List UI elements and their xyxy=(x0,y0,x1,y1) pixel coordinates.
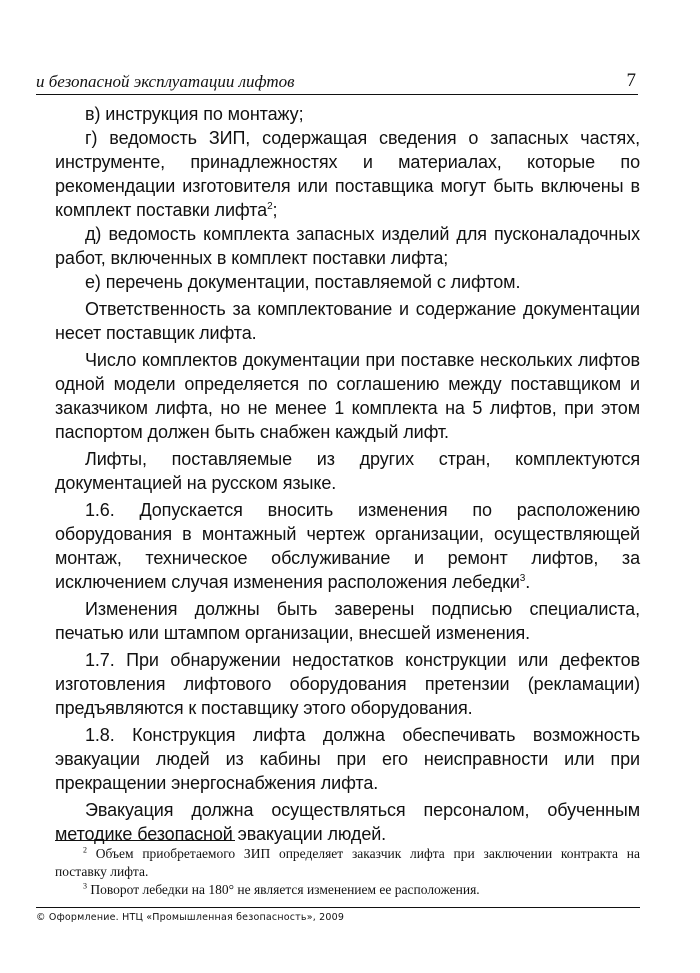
footnote-text: Объем приобретаемого ЗИП определяет заказчик лифта при заключении контракта на поставку лифта. xyxy=(55,846,640,879)
paragraph-end: ; xyxy=(272,200,278,220)
footnote-mark: 2 xyxy=(83,845,87,855)
paragraph-doc-sets: Число комплектов документации при поставке нескольких лифтов одной модели определяется по соглашению между поставщиком и заказчиком лифта, но не менее 1 комплекта на 5 лифтов, при этом паспортом должен быть снабжен каждый лифт. xyxy=(55,350,640,442)
footnote-ref-2[interactable]: 2 xyxy=(267,201,273,212)
paragraph-changes: Изменения должны быть заверены подписью специалиста, печатью или штампом организации, внесшей изменения. xyxy=(55,599,640,643)
copyright-notice: © Оформление. НТЦ «Промышленная безопасность», 2009 xyxy=(36,912,345,923)
page-number: 7 xyxy=(626,70,636,91)
footnote-2 xyxy=(55,845,640,881)
footnote-3 xyxy=(55,881,640,899)
footnote-text: Поворот лебедки на 180° не является изменением ее расположения. xyxy=(87,882,480,897)
paragraph-1-8: 1.8. Конструкция лифта должна обеспечивать возможность эвакуации людей из кабины при его неисправности или при прекращении энергоснабжения лифта. xyxy=(55,725,640,793)
running-header xyxy=(36,72,638,95)
paragraph-item-d: д) ведомость комплекта запасных изделий для пусконаладочных работ, включенных в комплект поставки лифта; xyxy=(55,224,640,268)
paragraph-1-7: 1.7. При обнаружении недостатков конструкции или дефектов изготовления лифтового оборудования претензии (рекламации) предъявляются к поставщику этого оборудования. xyxy=(55,650,640,718)
paragraph-text: г) ведомость ЗИП, содержащая сведения о запасных частях, инструменте, принадлежностях и материалах, которые по рекомендации изготовителя или поставщика могут быть включены в комплект поставки лифта xyxy=(55,128,640,220)
footnote-ref-3[interactable]: 3 xyxy=(519,573,526,584)
footnotes xyxy=(55,845,640,899)
paragraph-item-g xyxy=(55,126,640,222)
footnote-divider xyxy=(55,840,235,841)
paragraph-responsibility: Ответственность за комплектование и содержание документации несет поставщик лифта. xyxy=(55,299,640,343)
paragraph-end: . xyxy=(525,572,531,592)
paragraph-item-v: в) инструкция по монтажу; xyxy=(85,104,304,124)
paragraph-evacuation: Эвакуация должна осуществляться персоналом, обученным методике безопасной эвакуации людей. xyxy=(55,800,640,844)
paragraph-foreign-lifts: Лифты, поставляемые из других стран, комплектуются документацией на русском языке. xyxy=(55,449,640,493)
paragraph-1-6 xyxy=(55,498,640,594)
footnote-mark: 3 xyxy=(83,881,87,891)
footer-divider xyxy=(36,907,640,908)
paragraph-text: 1.6. Допускается вносить изменения по расположению оборудования в монтажный чертеж организации, осуществляющей монтаж, техническое обслуживание и ремонт лифтов, за исключением случая изменения расположения лебедки xyxy=(55,500,640,592)
body-text xyxy=(55,102,640,846)
running-title: и безопасной эксплуатации лифтов xyxy=(36,72,295,91)
paragraph-item-e: е) перечень документации, поставляемой с лифтом. xyxy=(85,272,521,292)
